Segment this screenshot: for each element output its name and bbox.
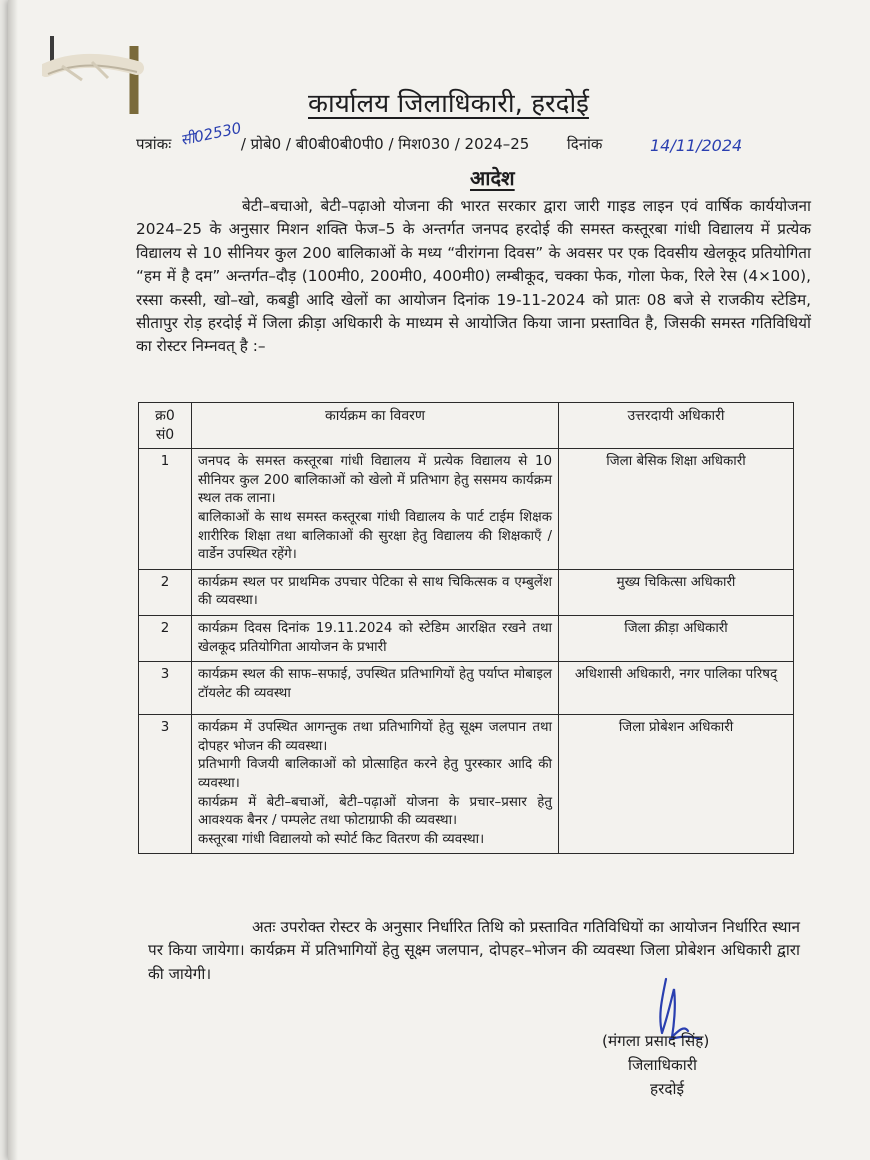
row-officer: मुख्य चिकित्सा अधिकारी: [559, 569, 794, 615]
row-description: [192, 715, 559, 854]
signatory-name: (मंगला प्रसाद सिंह): [602, 1032, 710, 1050]
row-serial: 1: [139, 449, 192, 570]
ref-number-handwritten: सी02530: [178, 118, 243, 150]
header-officer: उत्तरदायी अधिकारी: [559, 403, 794, 449]
row-officer: जिला प्रोबेशन अधिकारी: [559, 715, 794, 854]
roster-table: [138, 402, 794, 854]
table-row: [139, 715, 794, 854]
order-body: [136, 195, 811, 359]
table-row: [139, 569, 794, 615]
description-line: कार्यक्रम स्थल की साफ–सफाई, उपस्थित प्रतिभागियों हेतु पर्याप्त मोबाइल टॉयलेट की व्यवस्था: [198, 667, 552, 701]
row-description: [192, 569, 559, 615]
row-description: [192, 615, 559, 661]
table-row: [139, 449, 794, 570]
table-header-row: [139, 403, 794, 449]
document-page: [8, 0, 870, 1160]
row-serial: 2: [139, 615, 192, 661]
table-row: [139, 662, 794, 715]
signatory-designation: जिलाधिकारी: [628, 1056, 697, 1074]
signatory-place: हरदोई: [650, 1080, 684, 1098]
row-description: [192, 449, 559, 570]
order-paragraph: बेटी–बचाओ, बेटी–पढ़ाओ योजना की भारत सरकार द्वारा जारी गाइड लाइन एवं वार्षिक कार्ययोजना 2024–25 के अनुसार मिशन शक्ति फेज–5 के अन्तर्गत जनपद हरदोई की समस्त कस्तूरबा गांधी विद्यालय में प्रत्येक विद्यालय से 10 सीनियर कुल 200 बालिकाओं के मध्य “वीरांगना दिवस” के अवसर पर एक दिवसीय खेलकूद प्रतियोगिता “हम में है दम” अन्तर्गत–दौड़ (100मी0, 200मी0, 400मी0) लम्बीकूद, चक्का फेक, गोला फेक, रिले रेस (4×100), रस्सा कस्सी, खो–खो, कबड्डी आदि खेलों का आयोजन दिनांक 19-11-2024 को प्रातः 08 बजे से राजकीय स्टेडिम, सीतापुर रोड़ हरदोई में जिला क्रीड़ा अधिकारी के माध्यम से आयोजित किया जाना प्रस्तावित है, जिसकी समस्त गतिविधियों का रोस्टर निम्नवत् है :–: [136, 197, 811, 356]
binder-clip-icon: [42, 28, 152, 118]
ref-path: / प्रोबे0 / बी0बी0बी0पी0 / मिश030 / 2024–25: [240, 135, 530, 153]
office-title: कार्यालय जिलाधिकारी, हरदोई: [308, 89, 589, 119]
table-row: [139, 615, 794, 661]
date-handwritten: 14/11/2024: [650, 136, 743, 155]
description-line: प्रतिभागी विजयी बालिकाओं को प्रोत्साहित करने हेतु पुरस्कार आदि की व्यवस्था।: [198, 757, 552, 791]
row-description: [192, 662, 559, 715]
row-serial: 2: [139, 569, 192, 615]
description-line: कार्यक्रम में बेटी–बचाओं, बेटी–पढ़ाओं योजना के प्रचार–प्रसार हेतु आवश्यक बैनर / पम्पलेट तथा फोटाग्राफी की व्यवस्था।: [198, 794, 552, 829]
page-edge-shadow: [8, 0, 18, 1160]
description-line: कार्यक्रम दिवस दिनांक 19.11.2024 को स्टेडिम आरक्षित रखने तथा खेलकूद प्रतियोगिता आयोजन के प्रभारी: [198, 620, 552, 655]
description-line: कस्तूरबा गांधी विद्यालयो को स्पोर्ट किट वितरण की व्यवस्था।: [198, 831, 485, 847]
row-officer: अधिशासी अधिकारी, नगर पालिका परिषद्: [559, 662, 794, 715]
description-line: जनपद के समस्त कस्तूरबा गांधी विद्यालय में प्रत्येक विद्यालय से 10 सीनियर कुल 200 बालिकाओं को खेलो में प्रतिभाग हेतु ससमय कार्यक्रम स्थल तक लाना।: [198, 454, 552, 507]
row-officer: जिला बेसिक शिक्षा अधिकारी: [559, 449, 794, 570]
header-serial: क्र0 सं0: [139, 403, 192, 449]
row-serial: 3: [139, 662, 192, 715]
row-serial: 3: [139, 715, 192, 854]
date-label: दिनांक: [566, 135, 603, 153]
description-line: बालिकाओं के साथ समस्त कस्तूरबा गांधी विद्यालय के पार्ट टाईम शिक्षक शारीरिक शिक्षा तथा बालिकाओं की सुरक्षा हेतु विद्यालय की शिक्षकाएँ / वार्डेन उपस्थित रहेंगे।: [198, 509, 552, 563]
header-description: कार्यक्रम का विवरण: [192, 403, 559, 449]
description-line: कार्यक्रम में उपस्थित आगन्तुक तथा प्रतिभागियों हेतु सूक्ष्म जलपान तथा दोपहर भोजन की व्यवस्था।: [198, 720, 552, 754]
row-officer: जिला क्रीड़ा अधिकारी: [559, 615, 794, 661]
closing-paragraph: अतः उपरोक्त रोस्टर के अनुसार निर्धारित तिथि को प्रस्तावित गतिविधियों का आयोजन निर्धारित स्थान पर किया जायेगा। कार्यक्रम में प्रतिभागियों हेतु सूक्ष्म जलपान, दोपहर–भोजन की व्यवस्था जिला प्रोबेशन अधिकारी द्वारा की जायेगी।: [148, 918, 800, 983]
ref-label: पत्रांकः: [136, 135, 172, 153]
description-line: कार्यक्रम स्थल पर प्राथमिक उपचार पेटिका से साथ चिकित्सक व एम्बुलेंश की व्यवस्था।: [198, 574, 552, 609]
order-heading: आदेश: [470, 166, 515, 190]
